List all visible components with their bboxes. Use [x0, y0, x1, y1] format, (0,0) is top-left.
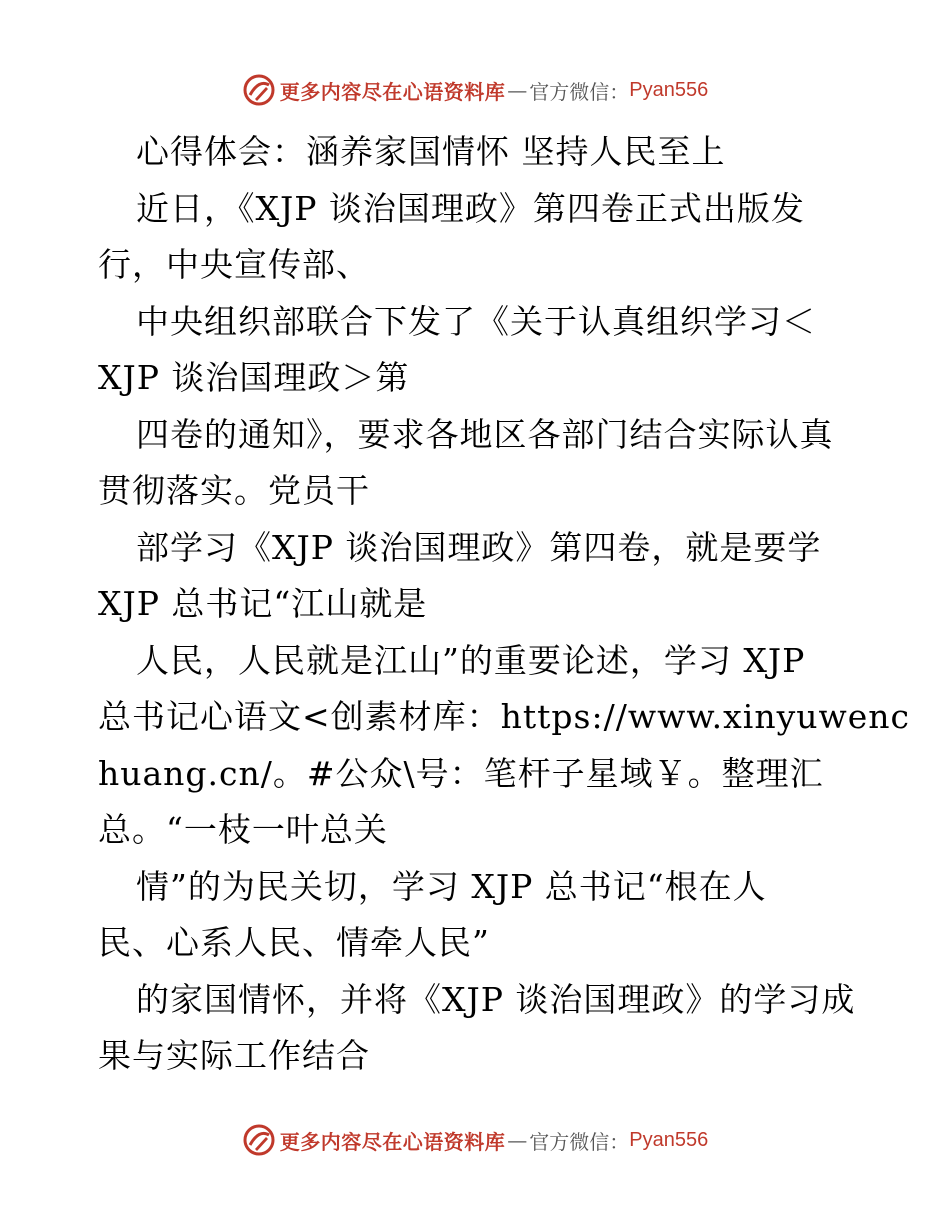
- document-text-line: 的家国情怀，并将《XJP 谈治国理政》的学习成: [136, 979, 856, 1019]
- document-text-line: huang.cn/。#公众\号：笔杆子星域￥。整理汇: [98, 753, 824, 793]
- document-text-line: 近日，《XJP 谈治国理政》第四卷正式出版发: [136, 188, 805, 228]
- document-title-line: 心得体会：涵养家国情怀 坚持人民至上: [136, 132, 726, 171]
- document-text-line: 部学习《XJP 谈治国理政》第四卷，就是要学: [136, 527, 822, 567]
- document-text-line: XJP 谈治国理政＞第: [98, 358, 410, 397]
- document-text-line: 行，中央宣传部、: [98, 245, 370, 284]
- banner-wechat-id: Pyan556: [629, 1128, 709, 1151]
- document-text-line: 人民，人民就是江山”的重要论述，学习 XJP: [136, 640, 806, 680]
- document-text-line: 总。“一枝一叶总关: [98, 810, 388, 849]
- banner-wechat-label: 官方微信：: [529, 1129, 630, 1154]
- document-text-line: 民、心系人民、情牵人民”: [98, 923, 490, 962]
- document-text-line: 果与实际工作结合: [98, 1036, 370, 1075]
- document-text-line: 中央组织部联合下发了《关于认真组织学习＜: [136, 301, 816, 341]
- document-body: [98, 124, 910, 1085]
- document-text-line: 四卷的通知》，要求各地区各部门结合实际认真: [136, 414, 834, 454]
- document-text-line: 情”的为民关切，学习 XJP 总书记“根在人: [136, 866, 767, 906]
- header-banner: [0, 70, 950, 110]
- document-text-line: XJP 总书记“江山就是: [98, 584, 428, 623]
- banner-wechat-id: Pyan556: [629, 78, 709, 101]
- banner-dash: —: [507, 1128, 528, 1152]
- footer-banner: [0, 1120, 950, 1160]
- red-swirl-pen-logo-icon: [242, 73, 276, 107]
- document-text-line: 总书记心语文<创素材库：https://www.xinyuwenc: [98, 697, 910, 736]
- banner-dash: —: [507, 78, 528, 102]
- document-text-line: 贯彻落实。党员干: [98, 471, 370, 510]
- banner-main-text: 更多内容尽在心语资料库: [279, 79, 506, 104]
- banner-main-text: 更多内容尽在心语资料库: [279, 1129, 506, 1154]
- red-swirl-pen-logo-icon: [242, 1123, 276, 1157]
- banner-wechat-label: 官方微信：: [529, 79, 630, 104]
